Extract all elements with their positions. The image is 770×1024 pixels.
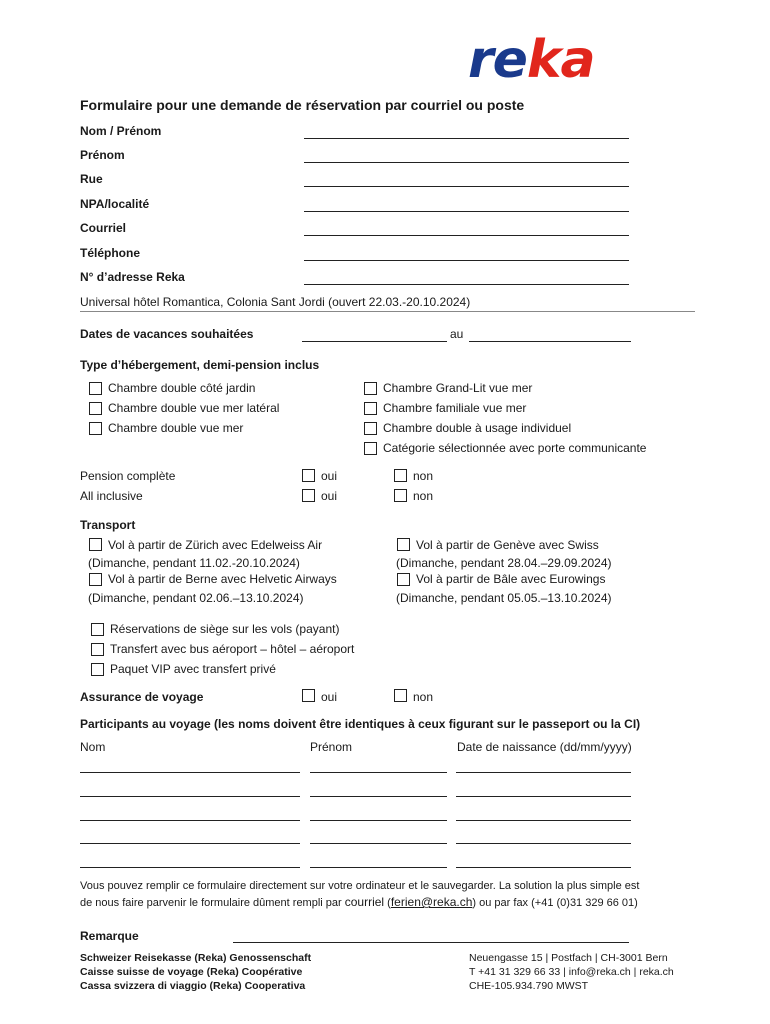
participant-2-birth-line[interactable] [456, 796, 631, 797]
label-chambre-mer-lateral: Chambre double vue mer latéral [108, 401, 280, 415]
divider [80, 311, 695, 312]
participant-1-nom-line[interactable] [80, 772, 300, 773]
checkbox-grand-lit[interactable] [364, 382, 377, 395]
note-line-1: Vous pouvez remplir ce formulaire directement sur votre ordinateur et le sauvegarder. La solution la plus simple est [80, 880, 640, 892]
checkbox-chambre-jardin[interactable] [89, 382, 102, 395]
field-line-npa[interactable] [304, 211, 629, 212]
participants-heading: Participants au voyage (les noms doivent être identiques à ceux figurant sur le passeport ou la CI) [80, 717, 641, 731]
date-from-line[interactable] [302, 341, 447, 342]
hotel-name: Universal hôtel Romantica, Colonia Sant Jordi (ouvert 22.03.-20.10.2024) [80, 295, 471, 309]
label-vol-berne: Vol à partir de Berne avec Helvetic Airways [108, 572, 337, 586]
remarque-label: Remarque [80, 929, 139, 943]
label-all-inclusive: All inclusive [80, 489, 143, 503]
field-label-prenom: Prénom [80, 148, 125, 162]
label-chambre-jardin: Chambre double côté jardin [108, 381, 256, 395]
checkbox-all-inclusive-non[interactable] [394, 489, 407, 502]
participants-col-nom: Nom [80, 740, 106, 754]
participant-3-nom-line[interactable] [80, 820, 300, 821]
field-label-rue: Rue [80, 172, 103, 186]
checkbox-vol-geneve[interactable] [397, 538, 410, 551]
participant-4-birth-line[interactable] [456, 843, 631, 844]
dates-vol-zurich: (Dimanche, pendant 11.02.-20.10.2024) [88, 556, 300, 570]
checkbox-familiale[interactable] [364, 402, 377, 415]
note-line-2: de nous faire parvenir le formulaire dûment rempli par courriel (ferien@reka.ch) ou par fax (+41 (0)31 329 66 01) [80, 895, 638, 909]
dates-vol-bale: (Dimanche, pendant 05.05.–13.10.2024) [396, 591, 612, 605]
field-line-courriel[interactable] [304, 235, 629, 236]
label-assurance-oui: oui [321, 690, 338, 704]
reka-logo: reka [468, 30, 595, 90]
checkbox-reservation-siege[interactable] [91, 623, 104, 636]
label-vol-bale: Vol à partir de Bâle avec Eurowings [416, 572, 606, 586]
checkbox-pension-oui[interactable] [302, 469, 315, 482]
label-all-inclusive-non: non [413, 489, 434, 503]
label-pension-non: non [413, 469, 434, 483]
label-chambre-mer: Chambre double vue mer [108, 421, 244, 435]
transport-heading: Transport [80, 518, 136, 532]
participant-4-prenom-line[interactable] [310, 843, 447, 844]
participants-col-prenom: Prénom [310, 740, 353, 754]
dates-au: au [450, 327, 464, 341]
field-line-rue[interactable] [304, 186, 629, 187]
label-porte-communicante: Catégorie sélectionnée avec porte communicante [383, 441, 647, 455]
dates-vol-geneve: (Dimanche, pendant 28.04.–29.09.2024) [396, 556, 612, 570]
note-text-a: de nous faire parvenir le formulaire dûment rempli par [80, 897, 342, 909]
field-line-nom-prenom[interactable] [304, 138, 629, 139]
label-paquet-vip: Paquet VIP avec transfert privé [110, 662, 276, 676]
checkbox-transfert-bus[interactable] [91, 643, 104, 656]
label-grand-lit: Chambre Grand-Lit vue mer [383, 381, 533, 395]
insurance-label: Assurance de voyage [80, 690, 204, 704]
checkbox-vol-zurich[interactable] [89, 538, 102, 551]
accommodation-heading: Type d’hébergement, demi-pension inclus [80, 358, 320, 372]
participant-2-nom-line[interactable] [80, 796, 300, 797]
label-vol-zurich: Vol à partir de Zürich avec Edelweiss Air [108, 538, 323, 552]
participant-3-birth-line[interactable] [456, 820, 631, 821]
label-transfert-bus: Transfert avec bus aéroport – hôtel – aéroport [110, 642, 355, 656]
label-pension-complete: Pension complète [80, 469, 176, 483]
field-line-adresse-reka[interactable] [304, 284, 629, 285]
dates-label: Dates de vacances souhaitées [80, 327, 254, 341]
label-vol-geneve: Vol à partir de Genève avec Swiss [416, 538, 599, 552]
participant-1-birth-line[interactable] [456, 772, 631, 773]
date-to-line[interactable] [469, 341, 631, 342]
footer-vat: CHE-105.934.790 MWST [469, 980, 589, 992]
field-label-adresse-reka: N° d’adresse Reka [80, 270, 185, 284]
checkbox-vol-bale[interactable] [397, 573, 410, 586]
checkbox-vol-berne[interactable] [89, 573, 102, 586]
checkbox-assurance-non[interactable] [394, 689, 407, 702]
email-link[interactable]: ferien@reka.ch [390, 895, 473, 909]
footer-contact: T +41 31 329 66 33 | info@reka.ch | reka.ch [469, 966, 674, 978]
label-pension-oui: oui [321, 469, 338, 483]
checkbox-assurance-oui[interactable] [302, 689, 315, 702]
checkbox-porte-communicante[interactable] [364, 442, 377, 455]
label-assurance-non: non [413, 690, 434, 704]
participant-1-prenom-line[interactable] [310, 772, 447, 773]
participant-3-prenom-line[interactable] [310, 820, 447, 821]
field-line-prenom[interactable] [304, 162, 629, 163]
note-courriel: courriel [344, 895, 385, 909]
note-text-b: ou par fax (+41 (0)31 329 66 01) [479, 897, 638, 909]
field-label-nom-prenom: Nom / Prénom [80, 124, 162, 138]
dates-vol-berne: (Dimanche, pendant 02.06.–13.10.2024) [88, 591, 304, 605]
checkbox-chambre-mer-lateral[interactable] [89, 402, 102, 415]
checkbox-pension-non[interactable] [394, 469, 407, 482]
label-all-inclusive-oui: oui [321, 489, 338, 503]
remarque-line[interactable] [233, 942, 629, 943]
checkbox-paquet-vip[interactable] [91, 663, 104, 676]
footer-org-fr: Caisse suisse de voyage (Reka) Coopérative [80, 966, 303, 978]
checkbox-chambre-mer[interactable] [89, 422, 102, 435]
field-label-npa: NPA/localité [80, 197, 150, 211]
label-familiale: Chambre familiale vue mer [383, 401, 527, 415]
footer-org-it: Cassa svizzera di viaggio (Reka) Cooperativa [80, 980, 306, 992]
footer-org-de: Schweizer Reisekasse (Reka) Genossenschaft [80, 952, 312, 964]
participants-col-birth: Date de naissance (dd/mm/yyyy) [457, 740, 632, 754]
participant-5-birth-line[interactable] [456, 867, 631, 868]
field-line-telephone[interactable] [304, 260, 629, 261]
field-label-courriel: Courriel [80, 221, 127, 235]
participant-2-prenom-line[interactable] [310, 796, 447, 797]
label-usage-individuel: Chambre double à usage individuel [383, 421, 572, 435]
form-title: Formulaire pour une demande de réservation par courriel ou poste [80, 97, 525, 113]
checkbox-all-inclusive-oui[interactable] [302, 489, 315, 502]
field-label-telephone: Téléphone [80, 246, 141, 260]
participant-5-prenom-line[interactable] [310, 867, 447, 868]
footer-address: Neuengasse 15 | Postfach | CH-3001 Bern [469, 952, 668, 964]
checkbox-usage-individuel[interactable] [364, 422, 377, 435]
participant-5-nom-line[interactable] [80, 867, 300, 868]
participant-4-nom-line[interactable] [80, 843, 300, 844]
label-reservation-siege: Réservations de siège sur les vols (payant) [110, 622, 340, 636]
